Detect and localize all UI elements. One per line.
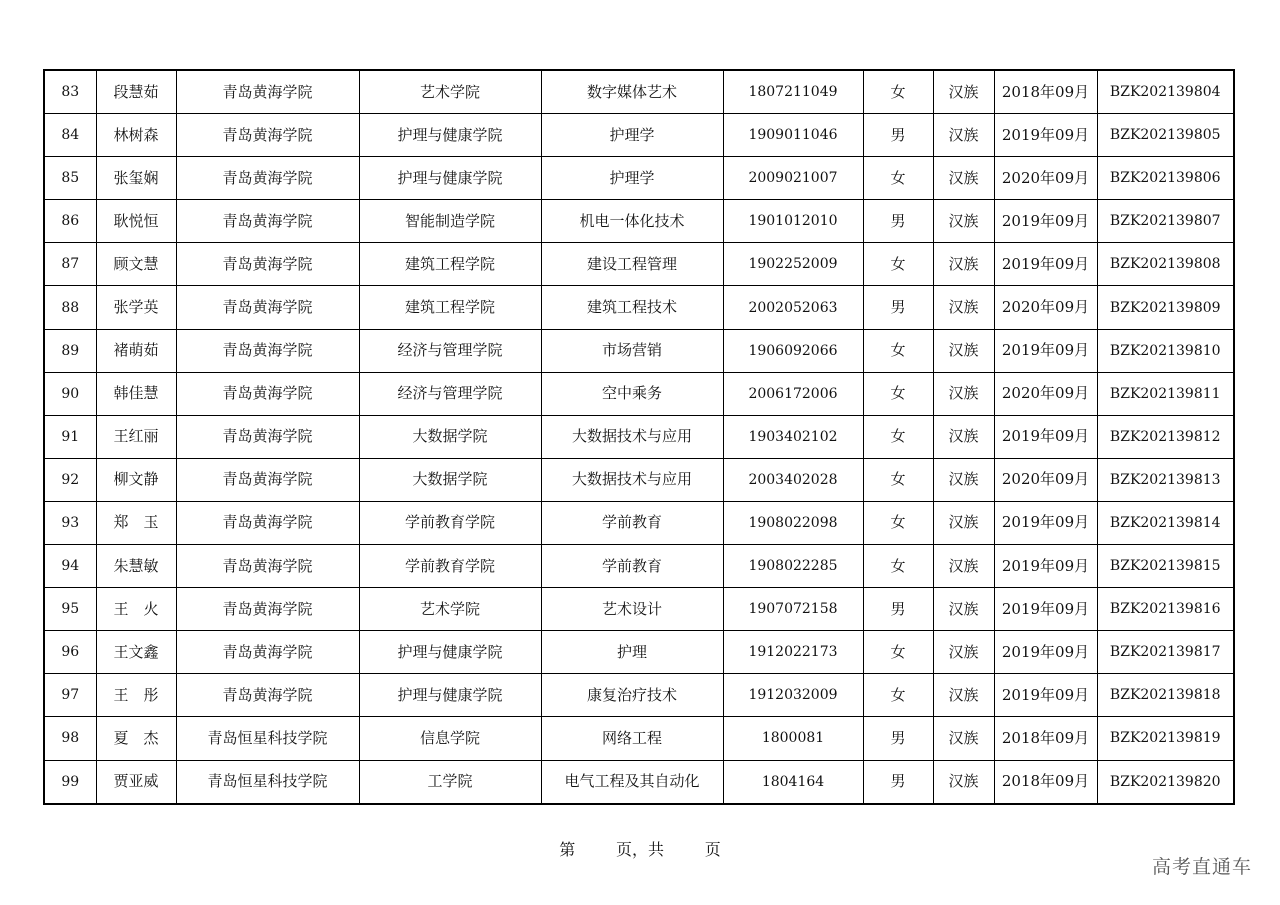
cell-school: 青岛黄海学院 — [176, 243, 359, 286]
cell-school: 青岛黄海学院 — [176, 329, 359, 372]
cell-ethnicity: 汉族 — [933, 70, 994, 114]
cell-enroll-date: 2020年09月 — [994, 157, 1097, 200]
cell-enroll-date: 2019年09月 — [994, 674, 1097, 717]
cell-major: 机电一体化技术 — [541, 200, 723, 243]
cell-name: 张学英 — [96, 286, 176, 329]
cell-college: 大数据学院 — [359, 458, 541, 501]
cell-row-number: 86 — [44, 200, 96, 243]
table-row — [44, 372, 1234, 415]
cell-name: 王红丽 — [96, 415, 176, 458]
cell-student-id: 1912022173 — [723, 631, 863, 674]
cell-row-number: 89 — [44, 329, 96, 372]
cell-student-id: 1807211049 — [723, 70, 863, 114]
cell-certificate-number: BZK202139809 — [1097, 286, 1234, 329]
cell-major: 大数据技术与应用 — [541, 415, 723, 458]
cell-student-id: 1908022098 — [723, 501, 863, 544]
cell-name: 郑 玉 — [96, 501, 176, 544]
cell-certificate-number: BZK202139805 — [1097, 114, 1234, 157]
cell-row-number: 96 — [44, 631, 96, 674]
table-row — [44, 329, 1234, 372]
cell-major: 护理 — [541, 631, 723, 674]
cell-ethnicity: 汉族 — [933, 717, 994, 760]
cell-college: 经济与管理学院 — [359, 372, 541, 415]
cell-college: 护理与健康学院 — [359, 631, 541, 674]
cell-certificate-number: BZK202139806 — [1097, 157, 1234, 200]
cell-gender: 女 — [863, 631, 933, 674]
cell-row-number: 88 — [44, 286, 96, 329]
cell-major: 护理学 — [541, 157, 723, 200]
cell-gender: 女 — [863, 415, 933, 458]
cell-ethnicity: 汉族 — [933, 674, 994, 717]
cell-row-number: 90 — [44, 372, 96, 415]
cell-major: 电气工程及其自动化 — [541, 760, 723, 804]
cell-school: 青岛黄海学院 — [176, 372, 359, 415]
table-row — [44, 674, 1234, 717]
cell-ethnicity: 汉族 — [933, 501, 994, 544]
cell-gender: 男 — [863, 760, 933, 804]
cell-certificate-number: BZK202139807 — [1097, 200, 1234, 243]
cell-name: 夏 杰 — [96, 717, 176, 760]
cell-enroll-date: 2019年09月 — [994, 588, 1097, 631]
table-row — [44, 200, 1234, 243]
table-row — [44, 114, 1234, 157]
cell-ethnicity: 汉族 — [933, 286, 994, 329]
cell-gender: 男 — [863, 286, 933, 329]
cell-name: 段慧茹 — [96, 70, 176, 114]
cell-enroll-date: 2019年09月 — [994, 631, 1097, 674]
cell-certificate-number: BZK202139811 — [1097, 372, 1234, 415]
cell-enroll-date: 2020年09月 — [994, 458, 1097, 501]
cell-major: 建设工程管理 — [541, 243, 723, 286]
cell-major: 大数据技术与应用 — [541, 458, 723, 501]
cell-student-id: 1804164 — [723, 760, 863, 804]
cell-name: 王 彤 — [96, 674, 176, 717]
cell-school: 青岛黄海学院 — [176, 458, 359, 501]
cell-college: 护理与健康学院 — [359, 157, 541, 200]
cell-certificate-number: BZK202139819 — [1097, 717, 1234, 760]
cell-row-number: 84 — [44, 114, 96, 157]
cell-school: 青岛黄海学院 — [176, 588, 359, 631]
cell-ethnicity: 汉族 — [933, 588, 994, 631]
cell-enroll-date: 2019年09月 — [994, 114, 1097, 157]
cell-name: 张玺娴 — [96, 157, 176, 200]
table-row — [44, 501, 1234, 544]
cell-name: 朱慧敏 — [96, 545, 176, 588]
cell-gender: 女 — [863, 372, 933, 415]
cell-school: 青岛恒星科技学院 — [176, 760, 359, 804]
cell-school: 青岛黄海学院 — [176, 501, 359, 544]
cell-name: 顾文慧 — [96, 243, 176, 286]
cell-gender: 女 — [863, 545, 933, 588]
cell-ethnicity: 汉族 — [933, 760, 994, 804]
cell-certificate-number: BZK202139810 — [1097, 329, 1234, 372]
cell-school: 青岛黄海学院 — [176, 415, 359, 458]
student-list-table — [43, 69, 1235, 805]
cell-gender: 女 — [863, 157, 933, 200]
cell-school: 青岛黄海学院 — [176, 200, 359, 243]
cell-gender: 女 — [863, 458, 933, 501]
cell-college: 护理与健康学院 — [359, 674, 541, 717]
table-row — [44, 243, 1234, 286]
cell-ethnicity: 汉族 — [933, 243, 994, 286]
cell-name: 韩佳慧 — [96, 372, 176, 415]
cell-college: 工学院 — [359, 760, 541, 804]
page-prefix: 第 — [559, 840, 576, 859]
cell-college: 建筑工程学院 — [359, 286, 541, 329]
page-middle: 页，共 — [615, 840, 664, 859]
cell-major: 学前教育 — [541, 501, 723, 544]
cell-gender: 男 — [863, 588, 933, 631]
table-row — [44, 286, 1234, 329]
cell-row-number: 85 — [44, 157, 96, 200]
cell-ethnicity: 汉族 — [933, 631, 994, 674]
page-footer — [0, 837, 1280, 860]
cell-row-number: 98 — [44, 717, 96, 760]
cell-major: 艺术设计 — [541, 588, 723, 631]
cell-ethnicity: 汉族 — [933, 157, 994, 200]
cell-college: 信息学院 — [359, 717, 541, 760]
table-row — [44, 157, 1234, 200]
cell-certificate-number: BZK202139808 — [1097, 243, 1234, 286]
cell-school: 青岛黄海学院 — [176, 631, 359, 674]
cell-major: 康复治疗技术 — [541, 674, 723, 717]
table-row — [44, 588, 1234, 631]
cell-major: 学前教育 — [541, 545, 723, 588]
cell-gender: 男 — [863, 200, 933, 243]
cell-row-number: 94 — [44, 545, 96, 588]
cell-ethnicity: 汉族 — [933, 329, 994, 372]
watermark-logo: 高考直通车 — [1151, 856, 1252, 878]
cell-student-id: 1912032009 — [723, 674, 863, 717]
cell-college: 大数据学院 — [359, 415, 541, 458]
cell-college: 艺术学院 — [359, 588, 541, 631]
cell-certificate-number: BZK202139812 — [1097, 415, 1234, 458]
cell-ethnicity: 汉族 — [933, 114, 994, 157]
cell-major: 护理学 — [541, 114, 723, 157]
cell-school: 青岛黄海学院 — [176, 286, 359, 329]
cell-college: 智能制造学院 — [359, 200, 541, 243]
cell-college: 护理与健康学院 — [359, 114, 541, 157]
cell-school: 青岛黄海学院 — [176, 114, 359, 157]
cell-enroll-date: 2018年09月 — [994, 717, 1097, 760]
cell-name: 褚萌茹 — [96, 329, 176, 372]
cell-college: 艺术学院 — [359, 70, 541, 114]
cell-name: 林树森 — [96, 114, 176, 157]
cell-student-id: 2006172006 — [723, 372, 863, 415]
cell-enroll-date: 2019年09月 — [994, 200, 1097, 243]
cell-student-id: 1901012010 — [723, 200, 863, 243]
cell-name: 柳文静 — [96, 458, 176, 501]
cell-row-number: 92 — [44, 458, 96, 501]
cell-row-number: 93 — [44, 501, 96, 544]
cell-school: 青岛恒星科技学院 — [176, 717, 359, 760]
cell-student-id: 1903402102 — [723, 415, 863, 458]
cell-name: 王 火 — [96, 588, 176, 631]
table-row — [44, 631, 1234, 674]
cell-enroll-date: 2020年09月 — [994, 372, 1097, 415]
cell-gender: 男 — [863, 114, 933, 157]
cell-enroll-date: 2019年09月 — [994, 243, 1097, 286]
table-row — [44, 415, 1234, 458]
cell-gender: 女 — [863, 674, 933, 717]
cell-enroll-date: 2018年09月 — [994, 70, 1097, 114]
cell-enroll-date: 2018年09月 — [994, 760, 1097, 804]
cell-name: 耿悦恒 — [96, 200, 176, 243]
cell-name: 王文鑫 — [96, 631, 176, 674]
cell-college: 学前教育学院 — [359, 501, 541, 544]
cell-college: 建筑工程学院 — [359, 243, 541, 286]
cell-certificate-number: BZK202139816 — [1097, 588, 1234, 631]
cell-student-id: 1800081 — [723, 717, 863, 760]
cell-row-number: 87 — [44, 243, 96, 286]
cell-row-number: 83 — [44, 70, 96, 114]
cell-certificate-number: BZK202139813 — [1097, 458, 1234, 501]
cell-college: 经济与管理学院 — [359, 329, 541, 372]
cell-certificate-number: BZK202139814 — [1097, 501, 1234, 544]
table-row — [44, 760, 1234, 804]
cell-student-id: 2003402028 — [723, 458, 863, 501]
cell-enroll-date: 2019年09月 — [994, 415, 1097, 458]
cell-student-id: 1902252009 — [723, 243, 863, 286]
cell-major: 建筑工程技术 — [541, 286, 723, 329]
cell-certificate-number: BZK202139817 — [1097, 631, 1234, 674]
cell-student-id: 1906092066 — [723, 329, 863, 372]
cell-student-id: 1907072158 — [723, 588, 863, 631]
cell-gender: 女 — [863, 243, 933, 286]
cell-ethnicity: 汉族 — [933, 372, 994, 415]
page-suffix: 页 — [704, 840, 721, 859]
cell-major: 空中乘务 — [541, 372, 723, 415]
table-row — [44, 70, 1234, 114]
table-body — [44, 70, 1234, 804]
cell-gender: 女 — [863, 329, 933, 372]
cell-gender: 女 — [863, 501, 933, 544]
cell-ethnicity: 汉族 — [933, 415, 994, 458]
table-row — [44, 458, 1234, 501]
cell-school: 青岛黄海学院 — [176, 157, 359, 200]
cell-ethnicity: 汉族 — [933, 458, 994, 501]
cell-certificate-number: BZK202139815 — [1097, 545, 1234, 588]
table-row — [44, 717, 1234, 760]
cell-ethnicity: 汉族 — [933, 545, 994, 588]
cell-enroll-date: 2019年09月 — [994, 329, 1097, 372]
cell-certificate-number: BZK202139804 — [1097, 70, 1234, 114]
cell-school: 青岛黄海学院 — [176, 70, 359, 114]
table-row — [44, 545, 1234, 588]
cell-row-number: 97 — [44, 674, 96, 717]
cell-gender: 女 — [863, 70, 933, 114]
cell-major: 网络工程 — [541, 717, 723, 760]
cell-row-number: 99 — [44, 760, 96, 804]
cell-row-number: 95 — [44, 588, 96, 631]
cell-certificate-number: BZK202139820 — [1097, 760, 1234, 804]
cell-certificate-number: BZK202139818 — [1097, 674, 1234, 717]
cell-enroll-date: 2019年09月 — [994, 501, 1097, 544]
cell-college: 学前教育学院 — [359, 545, 541, 588]
cell-gender: 男 — [863, 717, 933, 760]
cell-student-id: 1908022285 — [723, 545, 863, 588]
cell-major: 数字媒体艺术 — [541, 70, 723, 114]
cell-enroll-date: 2020年09月 — [994, 286, 1097, 329]
cell-school: 青岛黄海学院 — [176, 674, 359, 717]
cell-name: 贾亚威 — [96, 760, 176, 804]
cell-major: 市场营销 — [541, 329, 723, 372]
cell-enroll-date: 2019年09月 — [994, 545, 1097, 588]
cell-ethnicity: 汉族 — [933, 200, 994, 243]
cell-row-number: 91 — [44, 415, 96, 458]
cell-student-id: 2009021007 — [723, 157, 863, 200]
cell-student-id: 1909011046 — [723, 114, 863, 157]
cell-school: 青岛黄海学院 — [176, 545, 359, 588]
cell-student-id: 2002052063 — [723, 286, 863, 329]
